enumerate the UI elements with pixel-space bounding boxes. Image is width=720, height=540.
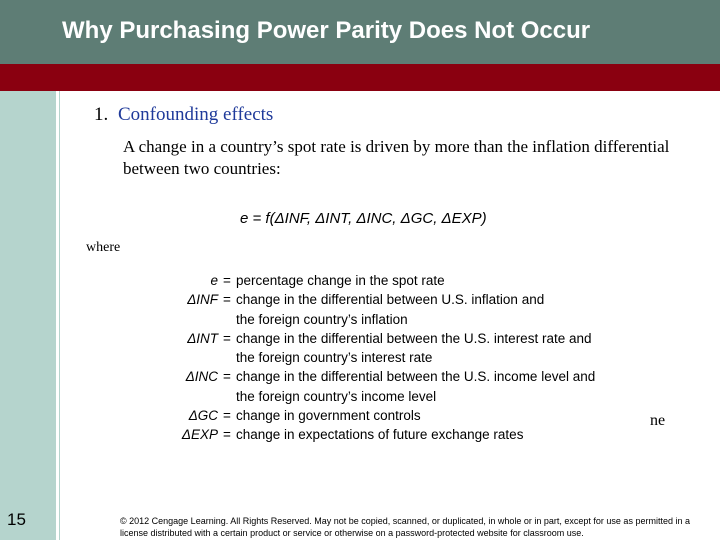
definition-symbol: ΔEXP	[181, 427, 218, 443]
definition-text: change in government controls	[236, 408, 421, 424]
definition-row	[150, 425, 595, 444]
definitions-list	[150, 271, 595, 445]
definition-symbol: ΔINF	[187, 292, 218, 308]
copyright-footer: © 2012 Cengage Learning. All Rights Reserved. May not be copied, scanned, or duplicated, in whole or in part, except for use as permitted in a license distributed with a certain product or service or otherwise on a password-protected website for classroom use.	[120, 516, 690, 538]
equals-sign: =	[223, 273, 231, 288]
side-edge	[59, 91, 60, 540]
slide-title: Why Purchasing Power Parity Does Not Occur	[62, 17, 591, 44]
definition-text: the foreign country’s inflation	[236, 311, 408, 327]
equals-sign: =	[223, 330, 231, 346]
definition-row	[150, 387, 595, 406]
definition-row	[150, 406, 595, 425]
definition-symbol	[150, 348, 218, 367]
definition-symbol	[150, 310, 218, 329]
definition-symbol: e	[210, 273, 218, 288]
definition-row	[150, 290, 595, 309]
equals-sign: =	[223, 369, 231, 385]
page-number: 15	[7, 510, 26, 529]
partial-text: ne	[650, 412, 666, 429]
definition-symbol: ΔINC	[185, 369, 218, 385]
where-label: where	[86, 240, 121, 255]
point-heading: Confounding effects	[118, 104, 274, 125]
definition-row	[150, 329, 595, 348]
definition-text: the foreign country’s interest rate	[236, 350, 433, 366]
definition-text: change in the differential between the U.S. interest rate and	[236, 330, 592, 346]
definition-text: change in the differential between U.S. inflation and	[236, 292, 545, 308]
point-number: 1.	[94, 104, 109, 125]
equals-sign: =	[223, 427, 231, 443]
definition-text: the foreign country’s income level	[236, 388, 437, 404]
equals-sign: =	[223, 292, 231, 308]
definition-symbol: ΔINT	[187, 330, 218, 346]
definition-row	[150, 348, 595, 367]
title-bar	[0, 0, 720, 64]
definition-text: percentage change in the spot rate	[236, 273, 445, 288]
definition-row	[150, 367, 595, 386]
equation: e = f(ΔINF, ΔINT, ΔINC, ΔGC, ΔEXP)	[240, 210, 487, 227]
definition-symbol	[150, 387, 218, 406]
side-bar	[0, 91, 56, 540]
equals-sign: =	[223, 408, 231, 424]
accent-band	[0, 64, 720, 91]
definition-text: change in the differential between the U.S. income level and	[236, 369, 596, 385]
intro-text: A change in a country’s spot rate is driven by more than the inflation differential between two countries:	[123, 137, 670, 178]
definition-symbol: ΔGC	[188, 408, 218, 424]
definition-row	[150, 271, 595, 290]
definition-text: change in expectations of future exchange rates	[236, 427, 524, 443]
definition-row	[150, 310, 595, 329]
